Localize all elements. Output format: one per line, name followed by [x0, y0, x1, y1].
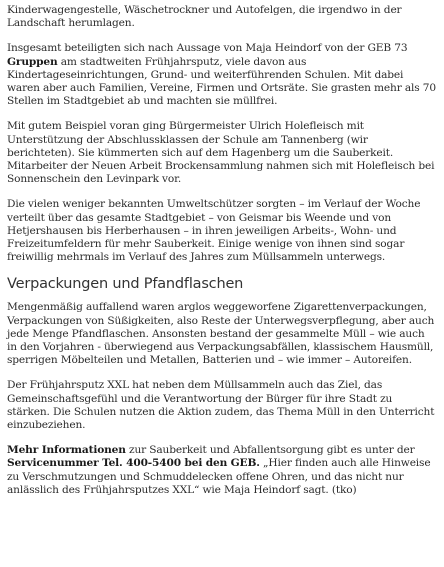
participants-text-start: Insgesamt beteiligten sich nach Aussage von Maja Heindorf von der GEB 73 [7, 42, 408, 55]
more-info-quote: „Hier finden auch alle Hinweise zu Verschmutzungen und Schmuddelecken offene Ohren, und das nicht nur anlässlich des Frühjahrsputzes XXL“ wie Maja Heindorf sagt. (tko) [7, 457, 431, 496]
participants-text-rest: am stadtweiten Frühjahrsputz, viele davon aus Kindertageseinrichtungen, Grund- und weiterführenden Schulen. Mit dabei waren aber auch Familien, Vereine, Firmen und Ortsräte. Sie grasten mehr als 70 Stellen im Stadtgebiet ab und machten sie müllfrei. [7, 55, 436, 108]
service-number-bold: Servicenummer Tel. 400-5400 bei den GEB. [7, 457, 260, 470]
paragraph-intro: Kinderwagengestelle, Wäschetrockner und Autofelgen, die irgendwo in der Landschaft herumlagen. [7, 4, 402, 30]
participants-bold-groups: Gruppen [7, 55, 58, 68]
paragraph-waste-types: Mengenmäßig auffallend waren arglos weggeworfene Zigarettenverpackungen, Verpackungen von Süßigkeiten, also Reste der Unterwegsverpflegung, aber auch jede Menge Pfandflaschen. Ansonsten bestand der gesammelte Müll – wie auch in den Vorjahren - überwiegend aus Verpackungsabfällen, klassischem Hausmüll, sperrigen Möbelteilen und Metallen, Batterien und – wie immer – Autoreifen. [7, 301, 435, 367]
more-info-text: zur Sauberkeit und Abfallentsorgung gibt es unter der [125, 444, 415, 457]
more-info-bold-label: Mehr Informationen [7, 444, 126, 457]
paragraph-mayor: Mit gutem Beispiel voran ging Bürgermeister Ulrich Holefleisch mit Unterstützung der Abschlussklassen der Schule am Tannenberg (wir berichteten). Sie kümmerten sich auf dem Hagenberg um die Sauberkeit. Mitarbeiter der Neuen Arbeit Brockensammlung nahmen sich mit Holefleisch bei Sonnenschein den Levinpark vor. [7, 120, 435, 186]
article-body [7, 4, 437, 506]
paragraph-participants [7, 42, 437, 108]
paragraph-community: Der Frühjahrsputz XXL hat neben dem Müllsammeln auch das Ziel, das Gemeinschaftsgefühl und die Verantwortung der Bürger für ihre Stadt zu stärken. Die Schulen nutzen die Aktion zudem, das Thema Müll in den Unterricht einzubeziehen. [7, 379, 435, 432]
paragraph-volunteers: Die vielen weniger bekannten Umweltschützer sorgten – im Verlauf der Woche verteilt über das gesamte Stadtgebiet – von Geismar bis Weende und von Hetjershausen bis Herberhausen – in ihren jeweiligen Arbeits-, Wohn- und Freizeitumfeldern für mehr Sauberkeit. Einige wenige von ihnen sind sogar freiwillig mehrmals im Verlauf des Jahres zum Müllsammeln unterwegs. [7, 198, 421, 264]
section-heading: Verpackungen und Pfandflaschen [7, 276, 244, 293]
paragraph-more-info [7, 444, 437, 497]
